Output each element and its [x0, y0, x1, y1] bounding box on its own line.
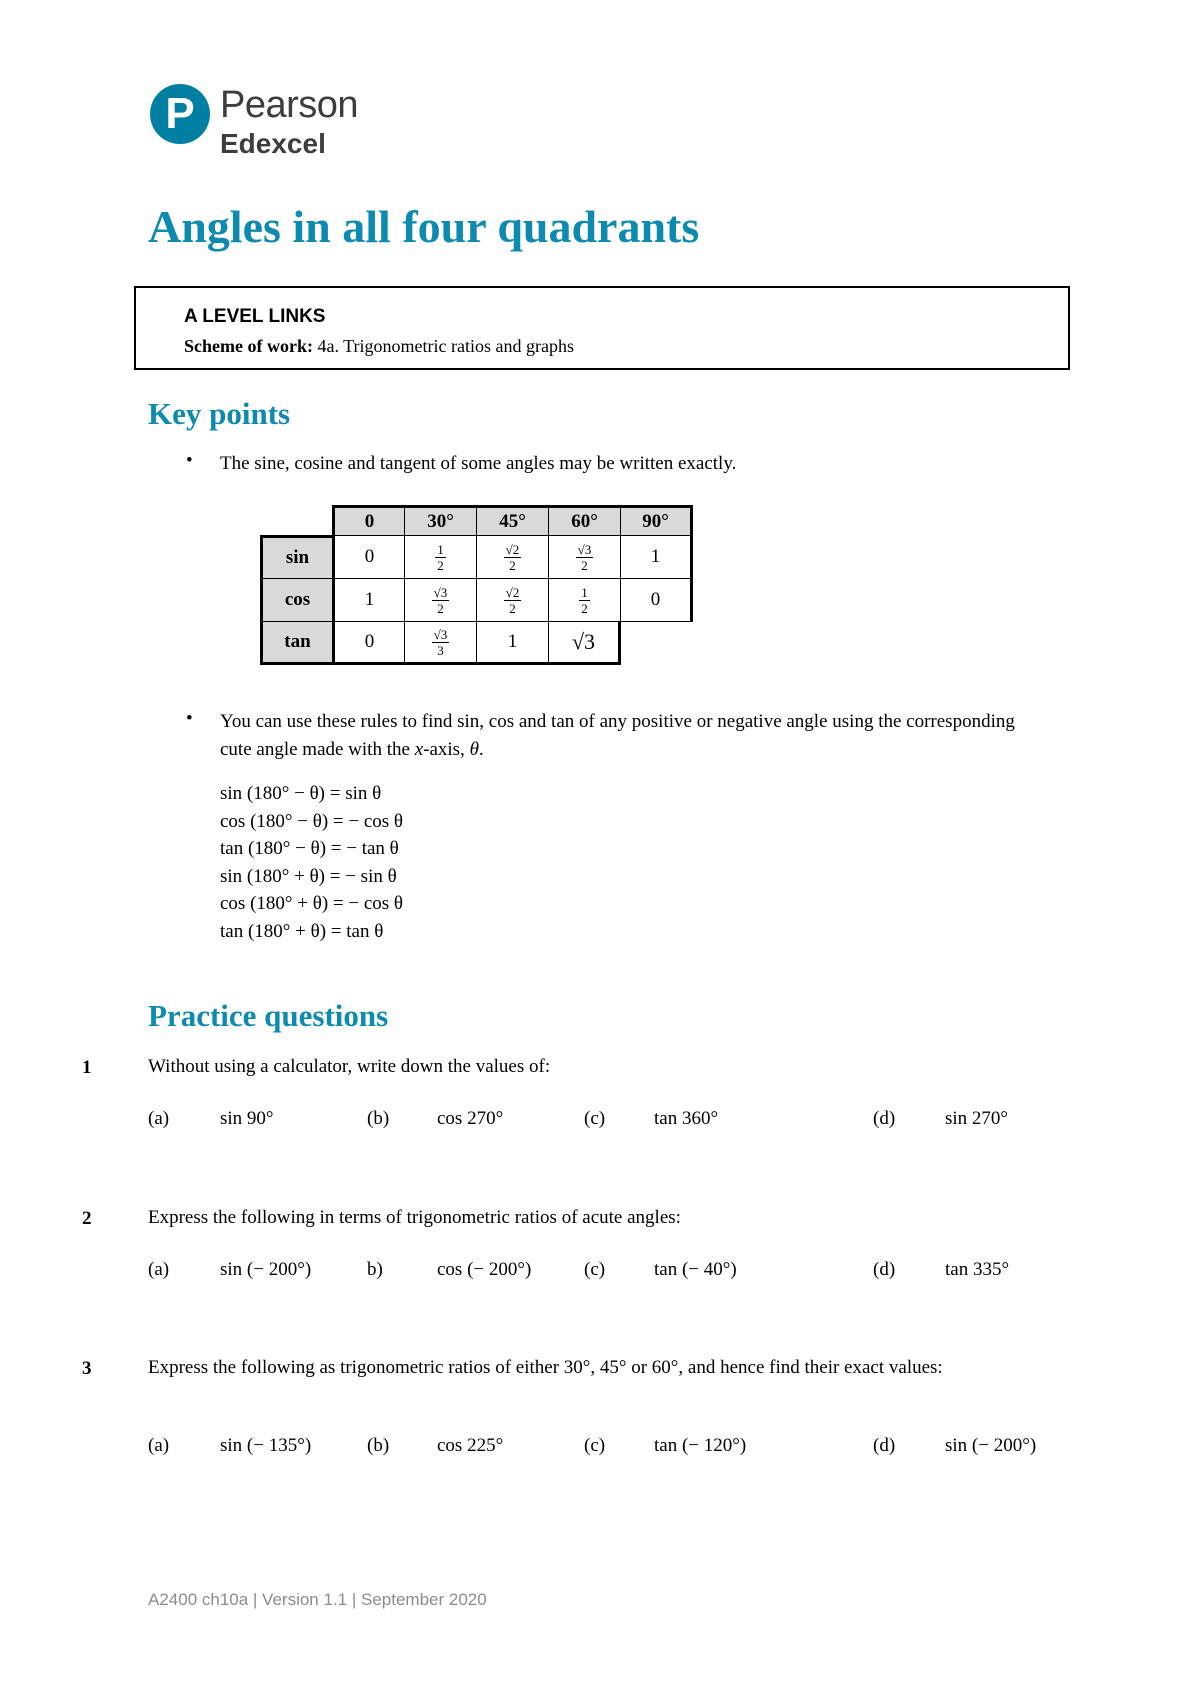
identity-line: cos (180° + θ) = − cos θ — [220, 893, 404, 914]
table-cell — [548, 578, 621, 622]
cell-value: √3 — [571, 629, 596, 654]
identity-line: tan (180° − θ) = − tan θ — [220, 838, 399, 859]
table-cell — [404, 621, 477, 665]
question-text: Without using a calculator, write down the values of: — [148, 1056, 551, 1077]
table-column-header: 60° — [548, 505, 621, 536]
question-part-expression: sin 270° — [945, 1108, 1009, 1129]
bullet-text-part: You can use these rules to find sin, cos and tan of any positive or negative angle using the corresponding cute angle made with the — [220, 711, 1015, 760]
practice-questions-heading: Practice questions — [148, 998, 389, 1033]
fraction-denominator: 2 — [509, 600, 516, 616]
bullet-text: The sine, cosine and tangent of some angles may be written exactly. — [220, 453, 737, 474]
question-number: 3 — [82, 1358, 92, 1379]
question-part-expression: tan (− 40°) — [654, 1259, 737, 1280]
table-cell — [404, 535, 477, 579]
key-points-heading: Key points — [148, 396, 291, 431]
logo-mark-letter: P — [165, 89, 195, 138]
fraction-denominator: 2 — [581, 557, 588, 573]
fraction-denominator: 2 — [581, 600, 588, 616]
question-part-expression: tan 335° — [945, 1259, 1010, 1280]
table-cell — [476, 535, 549, 579]
table-cell — [548, 535, 621, 579]
table-cell — [404, 578, 477, 622]
fraction-numerator: 1 — [581, 584, 588, 600]
table-column-header: 0 — [332, 505, 405, 536]
table-column-header: 45° — [476, 505, 549, 536]
question-part-label: (d) — [873, 1435, 896, 1456]
question-number: 2 — [82, 1208, 92, 1229]
fraction-numerator: √3 — [577, 541, 592, 557]
question-part-expression: tan (− 120°) — [654, 1435, 747, 1456]
table-column-header: 30° — [404, 505, 477, 536]
question-part-label: (b) — [367, 1435, 390, 1456]
footer-version: A2400 ch10a | Version 1.1 | September 2020 — [148, 1590, 487, 1609]
bullet-text — [220, 708, 1030, 764]
table-cell — [332, 621, 405, 665]
question-text: Express the following in terms of trigonometric ratios of acute angles: — [148, 1207, 681, 1228]
fraction-denominator: 3 — [437, 642, 444, 658]
question-part-label: (c) — [584, 1435, 606, 1456]
table-column-header: 90° — [620, 505, 693, 536]
fraction-numerator: √2 — [505, 584, 520, 600]
fraction — [504, 543, 522, 572]
scheme-value: 4a. Trigonometric ratios and graphs — [317, 336, 574, 356]
bullet-icon: • — [186, 450, 193, 471]
table-cell — [332, 578, 405, 622]
fraction — [576, 543, 594, 572]
identity-line: cos (180° − θ) = − cos θ — [220, 810, 404, 832]
page-title: Angles in all four quadrants — [148, 201, 700, 252]
fraction-numerator: √2 — [505, 541, 520, 557]
theta-symbol: θ — [469, 739, 479, 760]
question-part-label: (a) — [148, 1435, 170, 1456]
table-row-header: sin — [260, 535, 333, 579]
question-part-expression: sin (− 200°) — [220, 1259, 312, 1280]
fraction-numerator: √3 — [433, 626, 448, 642]
identity-line: tan (180° + θ) = tan θ — [220, 920, 384, 942]
table-cell — [620, 535, 693, 579]
fraction — [432, 628, 450, 657]
fraction-denominator: 2 — [437, 557, 444, 573]
fraction — [435, 543, 446, 572]
question-part-expression: cos 270° — [437, 1108, 504, 1129]
table-row-header: cos — [260, 578, 333, 622]
cell-value: 0 — [650, 589, 661, 610]
fraction-denominator: 2 — [509, 557, 516, 573]
question-part-label: (b) — [367, 1108, 390, 1129]
fraction-numerator: 1 — [437, 541, 444, 557]
bullet-icon: • — [186, 708, 193, 729]
table-cell — [620, 578, 693, 622]
table-cell — [476, 621, 549, 665]
links-heading: A LEVEL LINKS — [184, 306, 326, 327]
cell-value: 0 — [364, 546, 375, 567]
table-row-header: tan — [260, 621, 333, 665]
question-part-expression: sin (− 200°) — [945, 1435, 1037, 1456]
question-part-label: b) — [367, 1259, 383, 1280]
cell-value: 1 — [507, 631, 518, 652]
scheme-label: Scheme of work: — [184, 336, 313, 356]
fraction — [432, 586, 450, 615]
table-cell — [548, 621, 621, 665]
fraction — [504, 586, 522, 615]
scheme-of-work — [184, 336, 574, 357]
question-part-label: (c) — [584, 1108, 606, 1129]
cell-value: 1 — [650, 546, 661, 567]
question-part-label: (c) — [584, 1259, 606, 1280]
question-part-expression: cos 225° — [437, 1435, 504, 1456]
logo-subbrand-text: Edexcel — [220, 128, 326, 159]
fraction — [579, 586, 590, 615]
pearson-logo-mark — [150, 84, 210, 144]
x-variable: x — [414, 739, 424, 760]
table-cell — [476, 578, 549, 622]
a-level-links-box — [134, 286, 1070, 370]
question-part-label: (a) — [148, 1108, 170, 1129]
bullet-text-part: -axis, — [423, 739, 470, 760]
bullet-text-part: . — [478, 739, 484, 760]
fraction-numerator: √3 — [433, 584, 448, 600]
identity-line: sin (180° − θ) = sin θ — [220, 783, 382, 804]
cell-value: 0 — [364, 631, 375, 652]
question-part-label: (a) — [148, 1259, 170, 1280]
question-part-expression: sin 90° — [220, 1108, 274, 1129]
identity-list — [220, 783, 403, 948]
question-part-expression: sin (− 135°) — [220, 1435, 312, 1456]
pearson-edexcel-logo — [150, 80, 390, 170]
cell-value: 1 — [364, 589, 375, 610]
question-part-expression: cos (− 200°) — [437, 1259, 532, 1280]
question-part-label: (d) — [873, 1108, 896, 1129]
question-part-expression: tan 360° — [654, 1108, 719, 1129]
identity-line: sin (180° + θ) = − sin θ — [220, 865, 397, 887]
table-cell — [332, 535, 405, 579]
question-number: 1 — [82, 1057, 92, 1078]
fraction-denominator: 2 — [437, 600, 444, 616]
question-text: Express the following as trigonometric ratios of either 30°, 45° or 60°, and hence find their exact values: — [148, 1357, 943, 1378]
question-part-label: (d) — [873, 1259, 896, 1280]
logo-brand-text: Pearson — [220, 84, 359, 126]
